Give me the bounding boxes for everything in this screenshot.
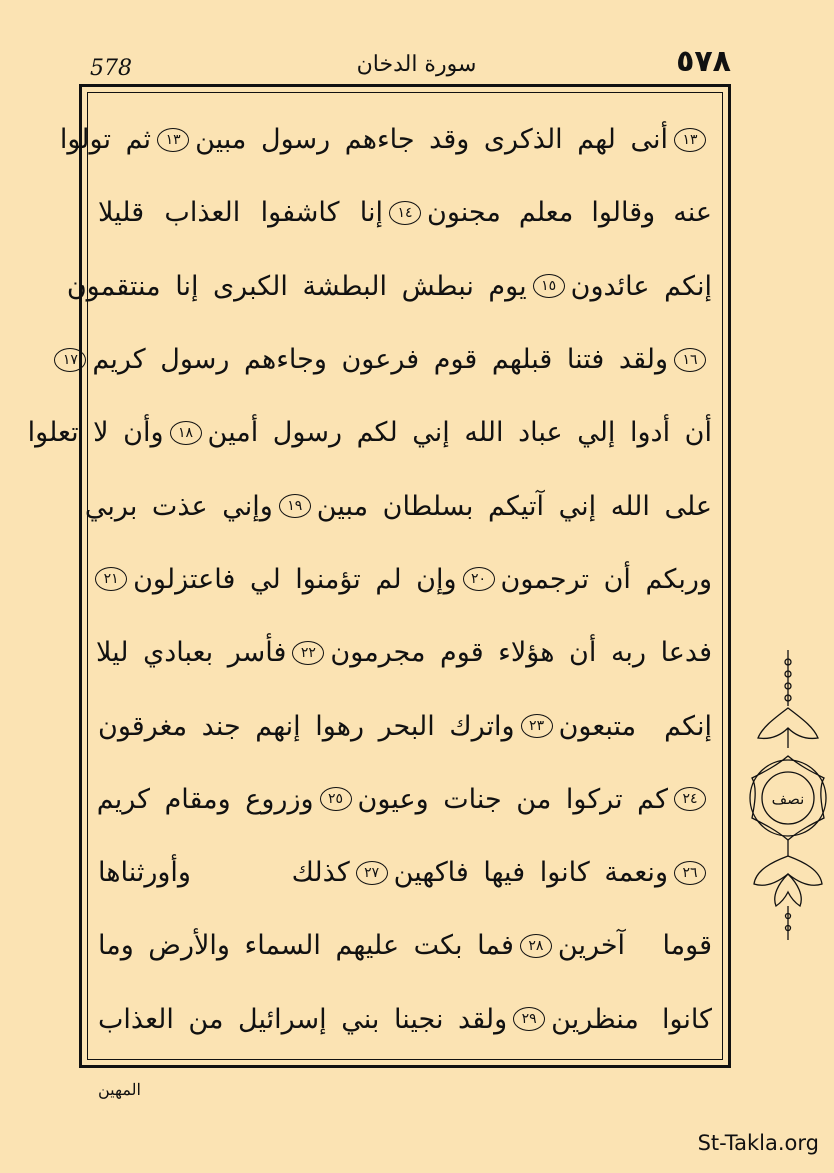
text-line [98, 763, 712, 836]
verse-text: كم تركوا من جنات وعيون [357, 783, 668, 815]
verse-marker: ٢٩ [513, 1007, 545, 1031]
verse-text: أن أدوا إلي عباد الله إني لكم رسول أمين [207, 417, 712, 449]
verse-text: قوما آخرين [557, 930, 712, 962]
verse-marker: ١٨ [170, 421, 202, 445]
text-line [98, 543, 712, 616]
text-line [98, 616, 712, 689]
verse-text: إنكم عائدون [570, 270, 712, 302]
verse-text: وزروع ومقام كريم [96, 783, 314, 815]
verse-text: كذلك وأورثناها [98, 857, 350, 889]
verse-text: ثم تولوا [59, 124, 152, 156]
hizb-ornament-icon [742, 648, 834, 943]
verse-text: فدعا ربه أن هؤلاء قوم مجرمون [330, 637, 712, 669]
page-number-arabic: ٥٧٨ [676, 44, 731, 79]
verse-text: فما بكت عليهم السماء والأرض وما [98, 930, 514, 962]
verse-text: إنا كاشفوا العذاب قليلا [98, 197, 383, 229]
verse-marker: ١٦ [674, 348, 706, 372]
text-line [62, 323, 712, 396]
verse-text: أنى لهم الذكرى وقد جاءهم رسول مبين [195, 124, 668, 156]
verse-text: على الله إني آتيكم بسلطان مبين [316, 490, 712, 522]
verse-marker: ١٩ [279, 494, 311, 518]
verse-marker: ٢٥ [320, 787, 352, 811]
verse-marker: ١٣ [157, 128, 189, 152]
verse-text: وربكم أن ترجمون [500, 563, 712, 595]
verse-marker: ٢٤ [674, 787, 706, 811]
verse-text: كانوا منظرين [551, 1003, 712, 1035]
surah-title: سورة الدخان [356, 52, 477, 77]
verse-text: فأسر بعبادي ليلا [96, 637, 287, 669]
page-number-latin: 578 [90, 56, 132, 81]
verse-marker: ٢٢ [292, 641, 324, 665]
text-body [27, 103, 712, 1049]
verse-marker: ٢٦ [674, 861, 706, 885]
verse-marker: ١٥ [533, 274, 565, 298]
verse-marker: ٢٠ [463, 567, 495, 591]
text-line [66, 250, 712, 323]
ornament-label: نصف [771, 790, 805, 808]
watermark: St-Takla.org [697, 1131, 819, 1155]
verse-marker: ٢٨ [520, 934, 552, 958]
verse-marker: ١٤ [389, 201, 421, 225]
verse-marker: ١٧ [54, 348, 86, 372]
catchword: المهين [98, 1080, 141, 1099]
text-line [59, 103, 712, 176]
verse-marker: ٢١ [95, 567, 127, 591]
text-line [98, 983, 712, 1056]
verse-text: وإني عذت بربي [84, 490, 273, 522]
verse-text: ونعمة كانوا فيها فاكهين [393, 857, 668, 889]
verse-marker: ٢٧ [356, 861, 388, 885]
verse-marker: ٢٣ [521, 714, 553, 738]
verse-text: ولقد نجينا بني إسرائيل من العذاب [98, 1003, 508, 1035]
verse-text: إنكم متبعون [558, 710, 712, 742]
page-frame-inner [27, 92, 723, 1060]
text-line [98, 689, 712, 762]
text-line [98, 909, 712, 982]
verse-text: يوم نبطش البطشة الكبرى إنا منتقمون [66, 270, 527, 302]
verse-text: وإن لم تؤمنوا لي فاعتزلون [133, 563, 457, 595]
verse-text: ولقد فتنا قبلهم قوم فرعون وجاءهم رسول كريم [92, 344, 668, 376]
page-header [0, 0, 833, 86]
verse-marker: ١٣ [674, 128, 706, 152]
text-line [98, 176, 712, 249]
text-line [27, 396, 712, 469]
verse-text: عنه وقالوا معلم مجنون [427, 197, 712, 229]
text-line [84, 469, 712, 542]
verse-text: وأن لا تعلوا [27, 417, 164, 449]
verse-text: واترك البحر رهوا إنهم جند مغرقون [98, 710, 515, 742]
text-line [98, 836, 712, 909]
